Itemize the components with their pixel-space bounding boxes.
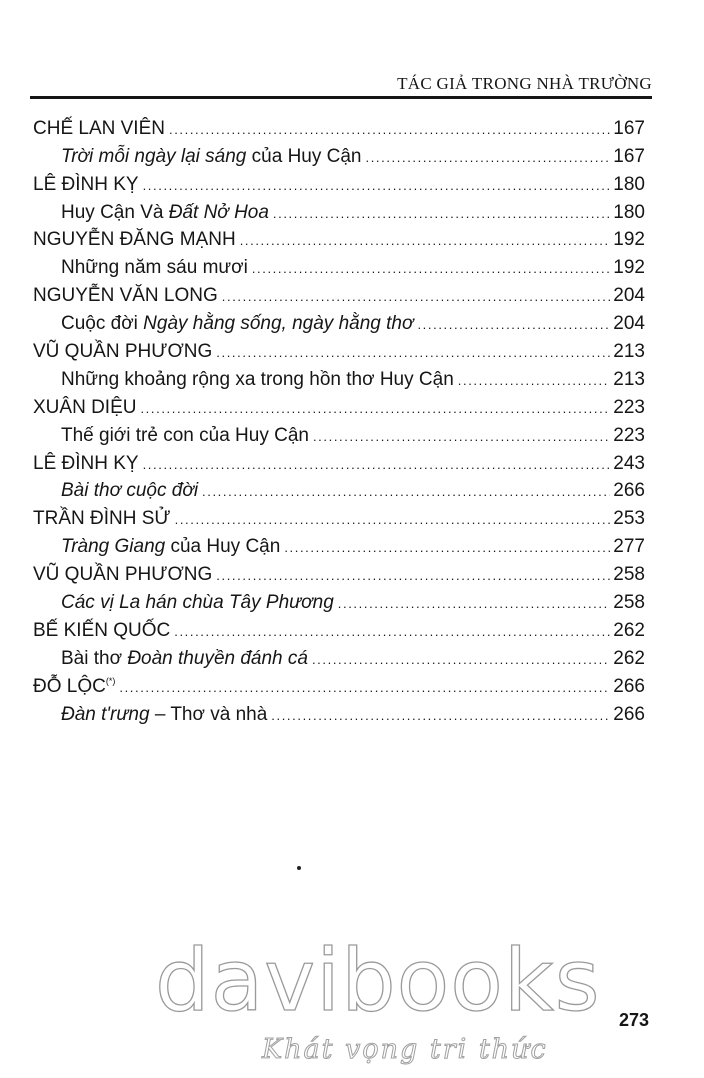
toc-entry-title xyxy=(61,647,308,671)
dot-leader xyxy=(271,709,610,722)
toc-author-row xyxy=(33,559,645,587)
toc-work-row xyxy=(33,364,645,392)
toc-title-segment: NGUYỄN VĂN LONG xyxy=(33,285,218,307)
dot-leader xyxy=(366,151,611,164)
dot-leader xyxy=(273,207,610,220)
toc-page-number: 213 xyxy=(613,368,645,390)
toc-page-number: 223 xyxy=(613,396,645,418)
toc-entry-title xyxy=(33,452,139,476)
dot-leader xyxy=(417,318,610,331)
toc-entry-title xyxy=(61,479,198,503)
dot-leader xyxy=(169,123,610,136)
dot-leader xyxy=(458,374,611,387)
toc-title-segment: ĐỖ LỘC xyxy=(33,675,106,697)
toc-title-segment: Thế giới trẻ con của Huy Cận xyxy=(61,424,309,446)
dot-leader xyxy=(119,681,610,694)
toc-entry-title xyxy=(61,312,413,336)
toc-page-number: 258 xyxy=(613,564,645,586)
dot-leader xyxy=(216,569,610,582)
toc-author-row xyxy=(33,169,645,197)
toc-title-segment: CHẾ LAN VIÊN xyxy=(33,117,165,139)
toc-entry-title xyxy=(61,368,454,392)
toc-title-segment: – Thơ và nhà xyxy=(149,703,268,725)
toc-work-row xyxy=(33,308,645,336)
toc-entry-title xyxy=(33,619,170,643)
toc-title-segment: Ngày hằng sống, ngày hằng thơ xyxy=(143,313,414,335)
toc-page-number: 262 xyxy=(613,647,645,669)
toc-entry-title xyxy=(61,256,248,280)
dot-leader xyxy=(140,402,610,415)
header-rule xyxy=(30,96,652,99)
dot-leader xyxy=(216,346,610,359)
toc-author-row xyxy=(33,671,645,699)
toc-entry-title xyxy=(61,201,269,225)
toc-entry-title xyxy=(61,703,267,727)
footnote-marker: (*) xyxy=(105,675,116,686)
toc-author-row xyxy=(33,448,645,476)
dot-leader xyxy=(312,653,610,666)
toc-title-segment: VŨ QUẦN PHƯƠNG xyxy=(33,564,213,586)
print-speck xyxy=(297,866,301,870)
toc-title-segment: Bài thơ cuộc đời xyxy=(61,480,199,502)
watermark-logo: davibooks xyxy=(155,931,601,1031)
toc-page-number: 253 xyxy=(613,508,645,530)
toc-page-number: 258 xyxy=(613,592,645,614)
toc-work-row xyxy=(33,476,645,504)
toc-entry-title xyxy=(33,396,136,420)
toc-title-segment: của Huy Cận xyxy=(246,145,362,167)
toc-page-number: 262 xyxy=(613,619,645,641)
toc-author-row xyxy=(33,280,645,308)
toc-title-segment: Tràng Giang xyxy=(61,536,166,558)
toc-work-row xyxy=(33,141,645,169)
toc-title-segment: Trời mỗi ngày lại sáng xyxy=(61,145,247,167)
toc-title-segment: TRẦN ĐÌNH SỬ xyxy=(33,508,171,530)
toc-page-number: 223 xyxy=(613,424,645,446)
dot-leader xyxy=(338,597,611,610)
toc-title-segment: VŨ QUẦN PHƯƠNG xyxy=(33,341,213,363)
toc-work-row xyxy=(33,420,645,448)
toc-title-segment: Cuộc đời xyxy=(61,313,144,335)
toc-work-row xyxy=(33,197,645,225)
toc-work-row xyxy=(33,699,645,727)
toc-entry-title xyxy=(33,228,236,252)
toc-author-row xyxy=(33,113,645,141)
toc-page-number: 243 xyxy=(613,452,645,474)
toc-entry-title xyxy=(33,507,171,531)
toc-title-segment: của Huy Cận xyxy=(165,536,281,558)
dot-leader xyxy=(284,541,610,554)
toc-author-row xyxy=(33,225,645,253)
toc-page-number: 266 xyxy=(613,703,645,725)
dot-leader xyxy=(313,430,610,443)
toc-title-segment: Đàn t'rưng xyxy=(61,703,150,725)
toc-author-row xyxy=(33,392,645,420)
toc-work-row xyxy=(33,531,645,559)
toc-title-segment: Đất Nở Hoa xyxy=(168,201,269,223)
toc-page-number: 277 xyxy=(613,536,645,558)
toc-page-number: 167 xyxy=(613,117,645,139)
toc-page-number: 180 xyxy=(613,173,645,195)
toc-entry-title xyxy=(33,284,218,308)
toc-page-number: 213 xyxy=(613,341,645,363)
toc-entry-title xyxy=(61,145,362,169)
dot-leader xyxy=(240,234,611,247)
toc-page-number: 204 xyxy=(613,313,645,335)
dot-leader xyxy=(252,262,610,275)
toc-title-segment: Những năm sáu mươi xyxy=(61,257,248,279)
toc-page-number: 204 xyxy=(613,285,645,307)
toc-entry-title xyxy=(33,563,212,587)
toc-page-number: 192 xyxy=(613,257,645,279)
dot-leader xyxy=(222,290,611,303)
dot-leader xyxy=(143,458,611,471)
dot-leader xyxy=(175,513,611,526)
toc-work-row xyxy=(33,643,645,671)
toc-author-row xyxy=(33,336,645,364)
toc-entry-title xyxy=(33,117,165,141)
toc-page-number: 266 xyxy=(613,480,645,502)
dot-leader xyxy=(202,485,610,498)
toc-title-segment: LÊ ĐÌNH KỴ xyxy=(33,452,139,474)
toc-entry-title xyxy=(33,173,139,197)
toc-page-number: 167 xyxy=(613,145,645,167)
toc-page-number: 180 xyxy=(613,201,645,223)
dot-leader xyxy=(143,179,611,192)
toc-title-segment: XUÂN DIỆU xyxy=(33,396,137,418)
page-number: 273 xyxy=(619,1010,650,1030)
toc-page-number: 192 xyxy=(613,229,645,251)
toc-entry-title xyxy=(61,424,309,448)
toc-title-segment: Các vị La hán chùa Tây Phương xyxy=(61,592,334,614)
toc-title-segment: Những khoảng rộng xa trong hồn thơ Huy Cận xyxy=(61,368,454,390)
toc-entry-title xyxy=(33,675,115,699)
toc-work-row xyxy=(33,252,645,280)
toc-author-row xyxy=(33,503,645,531)
toc-work-row xyxy=(33,587,645,615)
dot-leader xyxy=(174,625,610,638)
watermark-tagline: Khát vọng tri thức xyxy=(262,1034,548,1065)
toc-author-row xyxy=(33,615,645,643)
toc-entry-title xyxy=(61,591,334,615)
toc-entry-title xyxy=(61,535,280,559)
toc-title-segment: NGUYỄN ĐĂNG MẠNH xyxy=(33,229,236,251)
running-head: TÁC GIẢ TRONG NHÀ TRƯỜNG xyxy=(397,74,652,93)
toc-entry-title xyxy=(33,340,212,364)
toc-title-segment: LÊ ĐÌNH KỴ xyxy=(33,173,139,195)
toc-title-segment: Bài thơ xyxy=(61,647,128,669)
toc-page-number: 266 xyxy=(613,675,645,697)
toc-title-segment: Đoàn thuyền đánh cá xyxy=(127,647,308,669)
toc-title-segment: BẾ KIẾN QUỐC xyxy=(33,619,171,641)
table-of-contents xyxy=(33,113,645,727)
toc-title-segment: Huy Cận Và xyxy=(61,201,169,223)
